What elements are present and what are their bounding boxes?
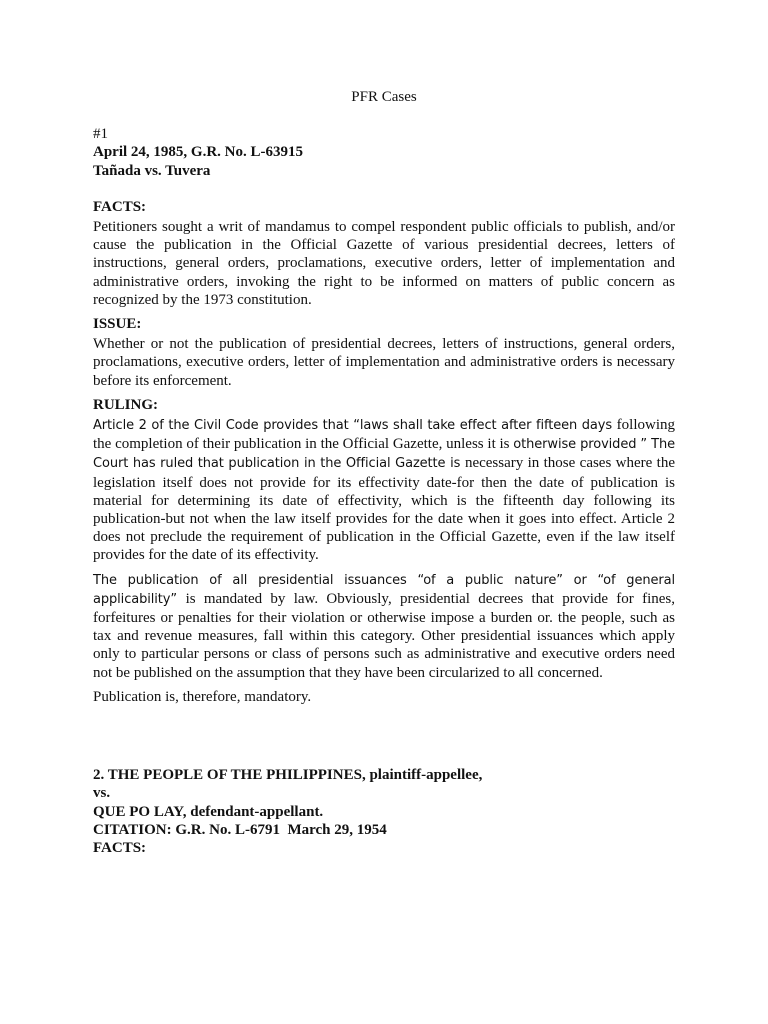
spacer <box>93 180 675 198</box>
case-1-issue-text: Whether or not the publication of presidential decrees, letters of instructions, general orders, proclamations, executive orders, letter of implementation and administrative orders is necessary before its enforcement. <box>93 336 675 389</box>
case-2-citation: CITATION: G.R. No. L-6791 March 29, 1954 <box>93 821 387 838</box>
case-1-issue-label: ISSUE: <box>93 316 142 333</box>
section-gap <box>93 712 675 766</box>
case-2-heading-line-1: 2. THE PEOPLE OF THE PHILIPPINES, plaintiff-appellee, <box>93 767 483 784</box>
case-1-facts-label: FACTS: <box>93 198 147 215</box>
ruling-p2-serif-remainder: is mandated by law. Obviously, presidential decrees that provide for fines, forfeitures or penalties for their violation or otherwise impose a burden or. the people, such as tax and revenue measures, fall within this category. Other presidential issuances which apply only to particular persons or class of persons such as administrative and executive orders need not be published on the assumption that they have been circularized to all concerned. <box>93 590 675 681</box>
case-2-heading-line-2: vs. <box>93 785 111 802</box>
ruling-p1-sans-line-1: Article 2 of the Civil Code provides that “laws shall take effect after fifteen days <box>93 418 617 434</box>
ruling-p2-sans-line-1: The publication of all presidential issuances “of a public nature” or “of general <box>93 572 675 588</box>
case-1-header <box>93 125 675 180</box>
case-1-ruling-paragraph-1 <box>93 416 675 565</box>
case-1-date-gr: April 24, 1985, G.R. No. L-63915 <box>93 144 303 161</box>
ruling-p1-serif-remainder: necessary in those cases where the legislation itself does not provide for its effectivity date-for then the date of publication is material for determining its date of effectivity, which is the fifteenth day following its publication-but not when the law itself provides for the date when it goes into effect. Article 2 does not preclude the requirement of publication in the Official Gazette, even if the law itself provides for the date of its effectivity. <box>93 455 675 564</box>
case-2-header <box>93 766 675 857</box>
case-2-facts-label: FACTS: <box>93 839 147 856</box>
ruling-p2-sans-segment: applicability” <box>93 591 186 607</box>
case-1-ruling-paragraph-3: Publication is, therefore, mandatory. <box>93 688 312 705</box>
ruling-p1-sans-line-3: otherwise provided ” The Court has ruled that publication in the Official Gazette is <box>93 437 675 472</box>
case-1-parties: Tañada vs. Tuvera <box>93 162 211 179</box>
document-title: PFR Cases <box>351 89 417 105</box>
case-1-number: #1 <box>93 126 108 143</box>
case-1-ruling-paragraph-2 <box>93 571 675 682</box>
document-body <box>93 88 675 857</box>
case-2-heading-line-3: QUE PO LAY, defendant-appellant. <box>93 803 324 820</box>
ruling-p1-serif-segment: following the completion of their publication in the Official Gazette, unless it is <box>93 417 675 453</box>
case-1-facts-text: Petitioners sought a writ of mandamus to compel respondent public officials to publish, and/or cause the publication in the Official Gazette of various presidential decrees, letters of instructions, general orders, proclamations, executive orders, letter of implementation and administrative orders, invoking the right to be informed on matters of public concern as recognized by the 1973 constitution. <box>93 219 675 308</box>
case-1-ruling-label: RULING: <box>93 396 159 413</box>
